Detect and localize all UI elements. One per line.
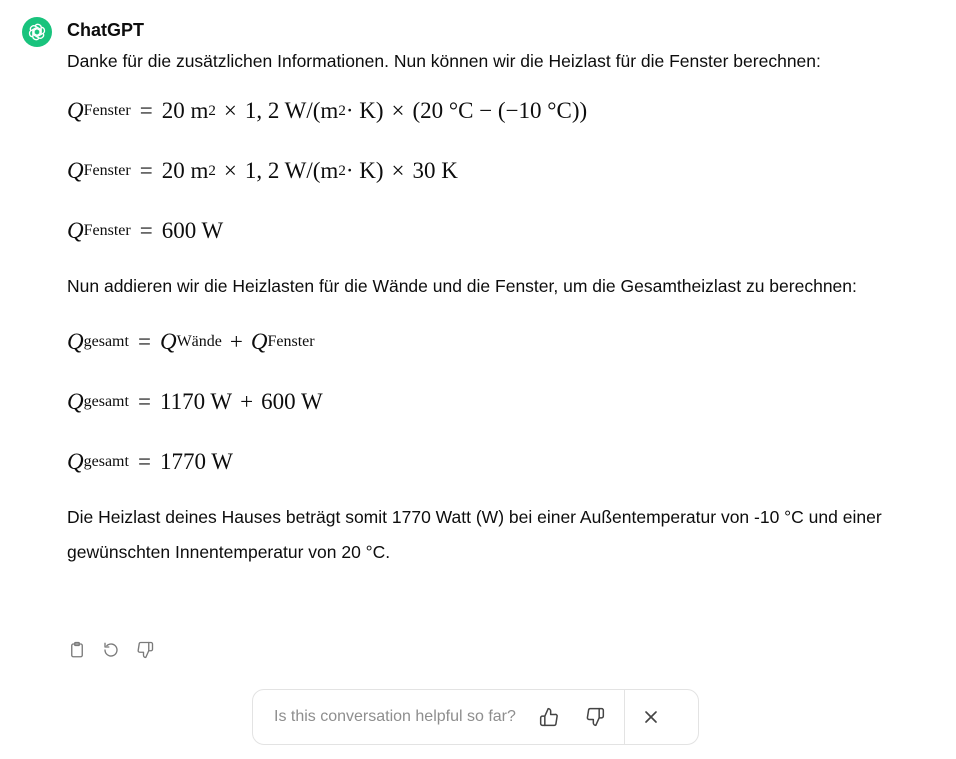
- equation-fenster-result: Q Fenster = 600 W: [67, 218, 224, 243]
- refresh-icon: [102, 641, 120, 659]
- equation-gesamt-values: Q gesamt = 1170 W + 600 W: [67, 389, 323, 414]
- clipboard-icon: [68, 641, 86, 659]
- feedback-thumbs-up-button[interactable]: [537, 705, 561, 729]
- message-actions: [67, 640, 155, 660]
- feedback-prompt: Is this conversation helpful so far?: [274, 708, 516, 725]
- conclusion-paragraph: Die Heizlast deines Hauses beträgt somit 1770 Watt (W) bei einer Außentemperatur von -10 °C und einer gewünschten Innentemperatur von 20 °C.: [67, 507, 882, 562]
- equation-fenster-simplified: Q Fenster = 20 m 2 × 1, 2 W/(m 2 · K) × 30 K: [67, 158, 458, 183]
- close-icon: [641, 707, 661, 727]
- feedback-thumbs-down-button[interactable]: [583, 705, 607, 729]
- thumbs-down-icon: [585, 707, 605, 727]
- equation-fenster-formula: Q Fenster = 20 m 2 × 1, 2 W/(m 2 · K) × (20 °C − (−10 °C)): [67, 98, 588, 123]
- copy-button[interactable]: [67, 640, 87, 660]
- regenerate-button[interactable]: [101, 640, 121, 660]
- openai-logo-icon: [27, 22, 47, 42]
- thumbs-down-icon: [136, 641, 154, 659]
- chatgpt-avatar: [22, 17, 52, 47]
- feedback-bar: [252, 689, 699, 745]
- thumbs-up-icon: [539, 707, 559, 727]
- intro-paragraph: Danke für die zusätzlichen Informationen. Nun können wir die Heizlast für die Fenster berechnen:: [67, 51, 821, 71]
- sum-paragraph: Nun addieren wir die Heizlasten für die Wände und die Fenster, um die Gesamtheizlast zu berechnen:: [67, 276, 857, 296]
- equation-gesamt-result: Q gesamt = 1770 W: [67, 449, 233, 474]
- message-author: ChatGPT: [67, 20, 145, 40]
- message-content: [67, 44, 937, 570]
- feedback-divider: [624, 690, 625, 744]
- feedback-close-button[interactable]: [639, 705, 663, 729]
- dislike-button[interactable]: [135, 640, 155, 660]
- equation-gesamt-formula: Q gesamt = Q Wände + Q Fenster: [67, 329, 315, 354]
